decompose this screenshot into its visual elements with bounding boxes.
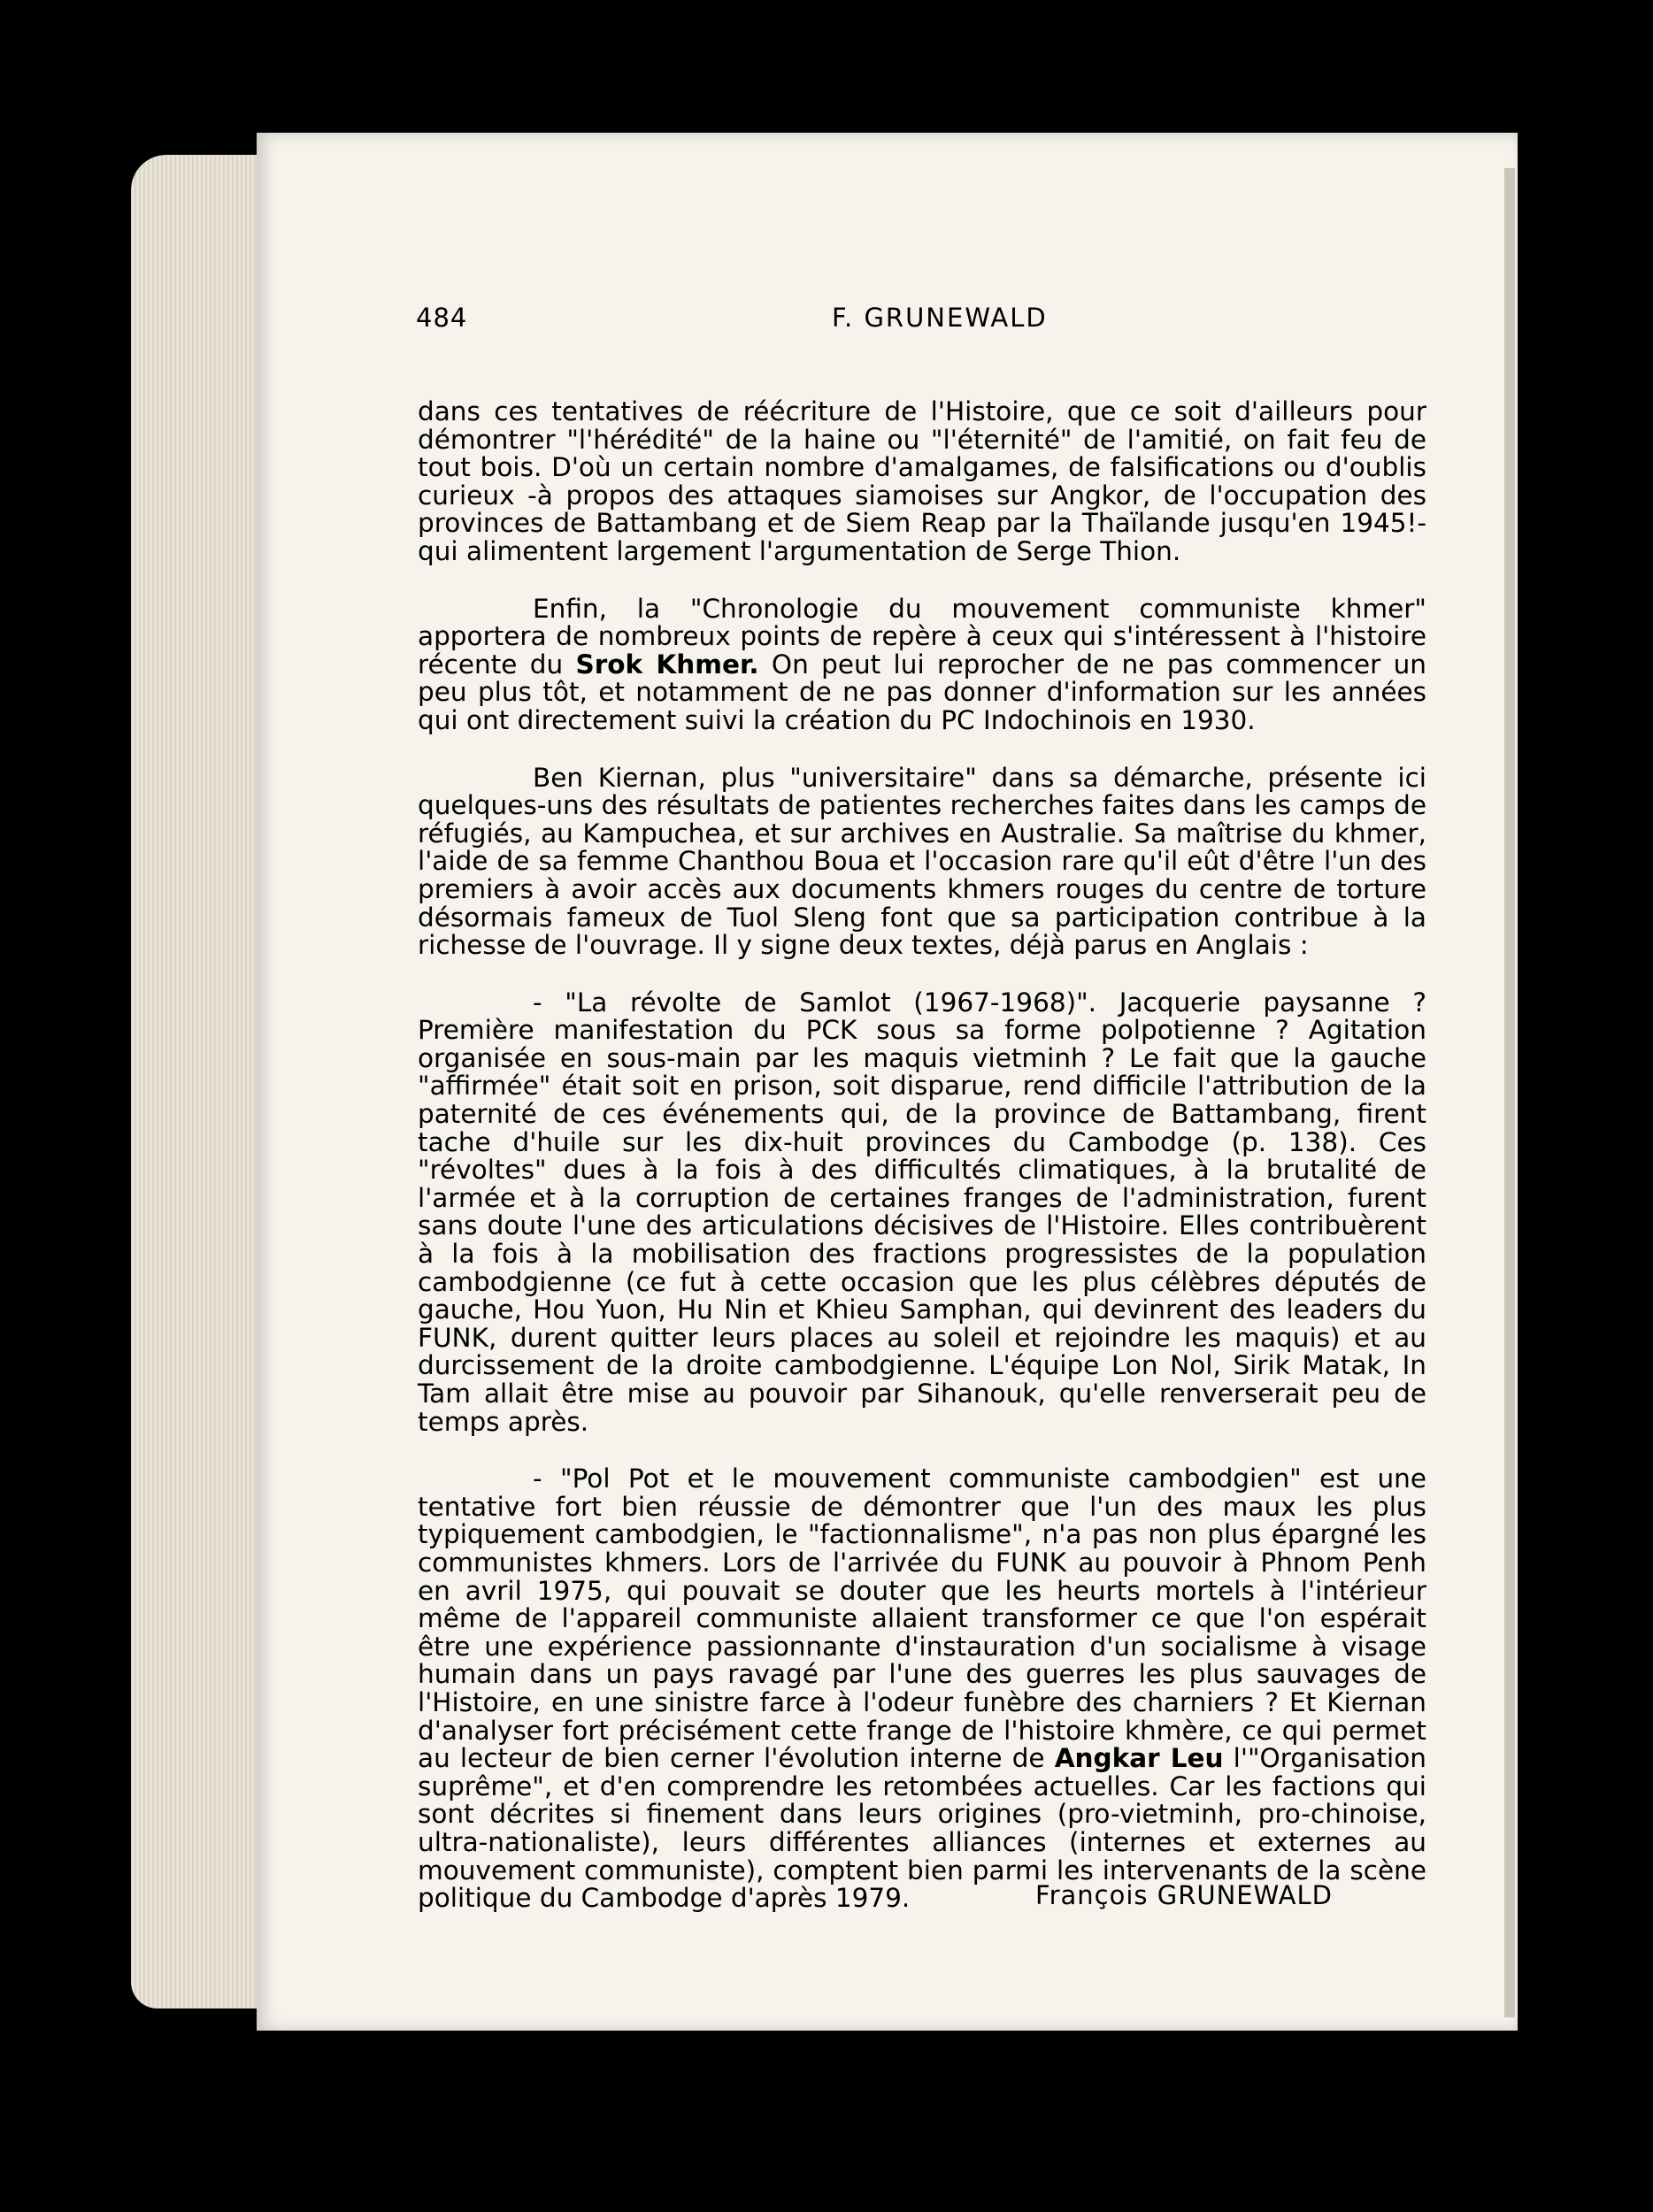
- paragraph-2-part-a: Enfin, la "Chronologie du mouvement communiste khmer" apportera de nombreux points de repère à ceux qui s'intéressent à l'histoire récente du: [418, 593, 1426, 680]
- angkar-leu-term: Angkar Leu: [1054, 1743, 1224, 1774]
- paragraph-samlot: - "La révolte de Samlot (1967-1968)". Jacquerie paysanne ? Première manifestation du PCK sous sa forme polpotienne ? Agitation organisée en sous-main par les maquis vietminh ? Le fait que la gauche "affirmée" était soit en prison, soit disparue, rend difficile l'attribution de la paternité de ces événements qui, de la province de Battambang, firent tache d'huile sur les dix-huit provinces du Cambodge (p. 138). Ces "révoltes" dues à la fois à des difficultés climatiques, à la brutalité de l'armée et à la corruption de certaines franges de l'administration, furent sans doute l'une des articulations décisives de l'Histoire. Elles contribuèrent à la fois à la mobilisation des fractions progressistes de la population cambodgienne (ce fut à cette occasion que les plus célèbres députés de gauche, Hou Yuon, Hu Nin et Khieu Samphan, qui devinrent des leaders du FUNK, durent quitter leurs places au soleil et rejoindre les maquis) et au durcissement de la droite cambodgienne. L'équipe Lon Nol, Sirik Matak, In Tam allait être mise au pouvoir par Sihanouk, qu'elle renverserait peu de temps après.: [418, 987, 1426, 1437]
- srok-khmer-term: Srok Khmer.: [575, 649, 759, 680]
- paragraph-2: [418, 595, 1426, 735]
- signature: François GRUNEWALD: [1035, 1880, 1333, 1910]
- paragraph-3: Ben Kiernan, plus "universitaire" dans sa démarche, présente ici quelques-uns des résultats de patientes recherches faites dans les camps de réfugiés, au Kampuchea, et sur archives en Australie. Sa maîtrise du khmer, l'aide de sa femme Chanthou Boua et l'occasion rare qu'il eût d'être l'un des premiers à avoir accès aux documents khmers rouges du centre de torture désormais fameux de Tuol Sleng font que sa participation contribue à la richesse de l'ouvrage. Il y signe deux textes, déjà parus en Anglais :: [418, 762, 1426, 961]
- page-right-edge: [1504, 168, 1515, 2017]
- paragraph-pol-pot-part-a: - "Pol Pot et le mouvement communiste cambodgien" est une tentative fort bien réussie de démontrer que l'un des maux les plus typiquement cambodgien, le "factionnalisme", n'a pas non plus épargné les communistes khmers. Lors de l'arrivée du FUNK au pouvoir à Phnom Penh en avril 1975, qui pouvait se douter que les heurts mortels à l'intérieur même de l'appareil communiste allaient transformer ce que l'on espérait être une expérience passionnante d'instauration d'un socialisme à visage humain dans un pays ravagé par l'une des guerres les plus sauvages de l'Histoire, en une sinistre farce à l'odeur funèbre des charniers ? Et Kiernan d'analyser fort précisément cette frange de l'histoire khmère, ce qui permet au lecteur de bien cerner l'évolution interne de: [418, 1463, 1426, 1774]
- page-number: 484: [416, 303, 468, 333]
- running-header-author: F. GRUNEWALD: [832, 303, 1048, 333]
- paragraph-pol-pot-part-b: l'"Organisation suprême", et d'en comprendre les retombées actuelles. Car les factions qui sont décrites si finement dans leurs origines (pro-vietminh, pro-chinoise, ultra-nationaliste), leurs différentes alliances (internes et externes au mouvement communiste), comptent bien parmi les intervenants de la scène politique du Cambodge d'après 1979.: [418, 1743, 1426, 1914]
- paragraph-1: dans ces tentatives de réécriture de l'Histoire, que ce soit d'ailleurs pour démontrer "l'hérédité" de la haine ou "l'éternité" de l'amitié, on fait feu de tout bois. D'où un certain nombre d'amalgames, de falsifications ou d'oublis curieux -à propos des attaques siamoises sur Angkor, de l'occupation des provinces de Battambang et de Siem Reap par la Thaïlande jusqu'en 1945!- qui alimentent largement l'argumentation de Serge Thion.: [418, 396, 1426, 566]
- paragraph-pol-pot: [418, 1465, 1426, 1913]
- body-text: [418, 398, 1426, 1913]
- paragraph-2-part-b: On peut lui reprocher de ne pas commencer un peu plus tôt, et notamment de ne pas donner d'information sur les années qui ont directement suivi la création du PC Indochinois en 1930.: [418, 649, 1427, 735]
